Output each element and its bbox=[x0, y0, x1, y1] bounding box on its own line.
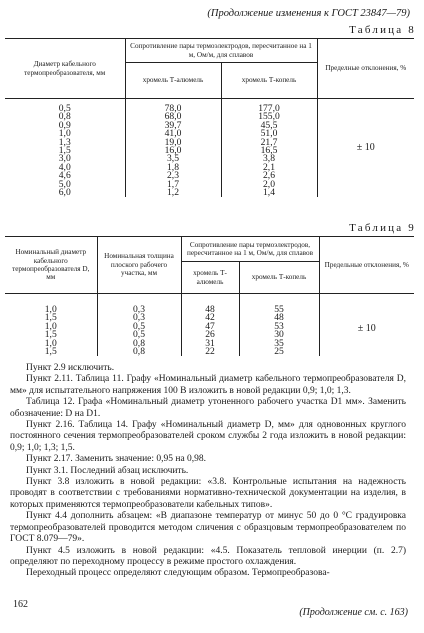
table-cell: 78,0 bbox=[164, 103, 182, 114]
table-cell: 21,7 bbox=[260, 136, 278, 148]
table-8-alumel-column bbox=[125, 99, 221, 198]
table-cell: 48 bbox=[205, 304, 215, 315]
paragraph: Пункт 2.17. Заменить значение: 0,95 на 0,98. bbox=[26, 454, 207, 465]
table-cell: 19,0 bbox=[164, 136, 182, 148]
table-cell: 39,7 bbox=[164, 119, 182, 131]
table-cell: 1,5 bbox=[58, 144, 71, 156]
page-header: (Продолжение изменения к ГОСТ 23847—79) bbox=[207, 8, 410, 19]
table-cell: 1,8 bbox=[167, 161, 179, 173]
table-8-caption: Таблица 8 bbox=[349, 24, 416, 36]
table-cell: 0,8 bbox=[58, 111, 71, 123]
table-9-kopel-header: хромель Т-копель bbox=[239, 262, 319, 294]
table-cell: 1,2 bbox=[167, 186, 179, 198]
table-8-col-diameter-header: Диаметр кабельного термопреобразователя, мм bbox=[5, 39, 125, 99]
table-9-group-header: Сопротивление пары термоэлектродов, пересчитанное на 1 м, Ом/м, для сплавов bbox=[181, 237, 319, 262]
table-cell: 0,3 bbox=[133, 304, 145, 315]
table-cell: 1,0 bbox=[58, 128, 71, 140]
table-cell: 53 bbox=[274, 320, 284, 332]
table-cell: 16,0 bbox=[164, 144, 182, 156]
table-9-kopel-column bbox=[239, 294, 319, 357]
table-cell: 177,0 bbox=[258, 103, 280, 114]
table-cell: 51,0 bbox=[260, 128, 278, 140]
table-9-alumel-header: хромель Т-алюмель bbox=[181, 262, 239, 294]
table-cell: 3,0 bbox=[58, 153, 71, 165]
table-cell: 47 bbox=[205, 320, 215, 332]
table-cell: 55 bbox=[274, 304, 284, 315]
table-cell: 0,8 bbox=[133, 337, 145, 349]
table-cell: 48 bbox=[274, 312, 284, 324]
paragraph: Пункт 4.4 дополнить абзацем: «В диапазоне температур от минус 50 до 0 °С градуировка термопреобразователей проводится методом сличения с образцовым термопреобразователем по ГОСТ 8.079—79». bbox=[10, 511, 406, 545]
table-8-kopel-header: хромель Т-копель bbox=[221, 63, 317, 99]
table-cell: 35 bbox=[274, 337, 284, 349]
table-cell: 2,0 bbox=[263, 178, 275, 190]
table-cell: 1,5 bbox=[44, 329, 57, 341]
table-9-thickness-column bbox=[97, 294, 181, 357]
table-cell: 0,5 bbox=[133, 329, 145, 341]
table-cell: 1,3 bbox=[58, 136, 71, 148]
table-cell: 22 bbox=[205, 345, 215, 357]
table-cell: 6,0 bbox=[58, 186, 71, 198]
paragraph: Пункт 2.11. Таблица 11. Графу «Номинальный диаметр кабельного термопреобразователя D, мм» для испытательного напряжения 100 В изложить в новой редакции 0,9; 1,0; 1,3. bbox=[10, 374, 406, 396]
table-cell: 1,5 bbox=[44, 312, 57, 324]
table-cell: 155,0 bbox=[258, 111, 280, 123]
table-cell: 45,5 bbox=[260, 119, 278, 131]
table-8-deviation-value: ± 10 bbox=[317, 99, 414, 198]
paragraph: Пункт 2.16. Таблица 14. Графу «Номинальный диаметр D, мм» для одновонных круглого постоянного сечения термопреобразователей сроком службы 2 года изложить в новой редакции: 0,9; 1,0; 1,3; 1,5. bbox=[10, 420, 406, 453]
table-cell: 0,3 bbox=[133, 312, 145, 324]
table-cell: 16,5 bbox=[260, 144, 278, 156]
table-cell: 4,0 bbox=[58, 161, 71, 173]
table-cell: 2,6 bbox=[263, 170, 275, 182]
table-cell: 0,5 bbox=[133, 320, 145, 332]
table-8-kopel-column bbox=[221, 99, 317, 198]
paragraph: Пункт 4.5 изложить в новой редакции: «4.5. Показатель тепловой инерции (п. 2.7) определяют по переходному процессу в режиме простого охлаждения. bbox=[10, 545, 406, 567]
table-cell: 1,5 bbox=[44, 345, 57, 357]
table-cell: 31 bbox=[205, 337, 215, 349]
table-cell: 3,8 bbox=[263, 153, 275, 165]
table-8-diameter-column bbox=[5, 99, 125, 198]
table-cell: 26 bbox=[205, 329, 215, 341]
table-9-col-thickness-header: Номинальная толщина плоского рабочего участка, мм bbox=[97, 237, 181, 294]
table-cell: 0,5 bbox=[58, 103, 71, 114]
amendment-text bbox=[10, 363, 406, 580]
table-cell: 5,0 bbox=[58, 178, 71, 190]
table-cell: 30 bbox=[274, 329, 284, 341]
table-8-deviation-header: Пределные отклонения, % bbox=[317, 39, 414, 99]
table-cell: 3,5 bbox=[167, 153, 179, 165]
table-9-alumel-column bbox=[181, 294, 239, 357]
paragraph: Пункт 3.1. Последний абзац исключить. bbox=[26, 465, 189, 476]
table-cell: 1,0 bbox=[44, 304, 57, 315]
table-8-alumel-header: хромель Т-алюмель bbox=[125, 63, 221, 99]
table-9-diameter-column bbox=[5, 294, 97, 357]
table-cell: 1,0 bbox=[44, 320, 57, 332]
table-cell: 0,9 bbox=[58, 119, 71, 131]
table-cell: 0,8 bbox=[133, 345, 145, 357]
table-cell: 41,0 bbox=[164, 128, 182, 140]
table-cell: 1,7 bbox=[167, 178, 179, 190]
paragraph: Пункт 3.8 изложить в новой редакции: «3.8. Контрольные испытания на надежность проводят в соответствии с требованиями нормативно-технической документации на изделия, в которых применяются термопреобразователи кабельных типов». bbox=[10, 477, 406, 510]
table-9-caption: Таблица 9 bbox=[349, 222, 416, 234]
table-cell: 25 bbox=[274, 345, 284, 357]
table-cell: 68,0 bbox=[164, 111, 182, 123]
table-9-deviation-header: Предельные отклонения, % bbox=[319, 237, 414, 294]
table-8 bbox=[5, 38, 414, 197]
table-9-deviation-value: ± 10 bbox=[319, 294, 414, 357]
page-number: 162 bbox=[13, 599, 28, 610]
table-cell: 2,1 bbox=[263, 161, 275, 173]
table-9 bbox=[5, 236, 414, 356]
table-cell: 2,3 bbox=[167, 170, 179, 182]
paragraph: Таблица 12. Графа «Номинальный диаметр утоненного рабочего участка D1 мм». Заменить обозначение: D на D1. bbox=[10, 397, 406, 419]
continuation-note: (Продолжение см. с. 163) bbox=[299, 607, 408, 618]
paragraph: Пункт 2.9 исключить. bbox=[26, 363, 115, 373]
table-9-col-diameter-header: Номинальный диаметр кабельного термопреобразователя D, мм bbox=[5, 237, 97, 294]
table-cell: 1,4 bbox=[263, 186, 275, 198]
table-cell: 1,0 bbox=[44, 337, 57, 349]
table-cell: 4,6 bbox=[58, 170, 71, 182]
table-8-group-header: Сопротивление пары термоэлектродов, пересчитанное на 1 м, Ом/м, для сплавов bbox=[125, 39, 317, 63]
table-cell: 42 bbox=[205, 312, 215, 324]
paragraph: Переходный процесс определяют следующим образом. Термопреобразова- bbox=[26, 568, 330, 579]
